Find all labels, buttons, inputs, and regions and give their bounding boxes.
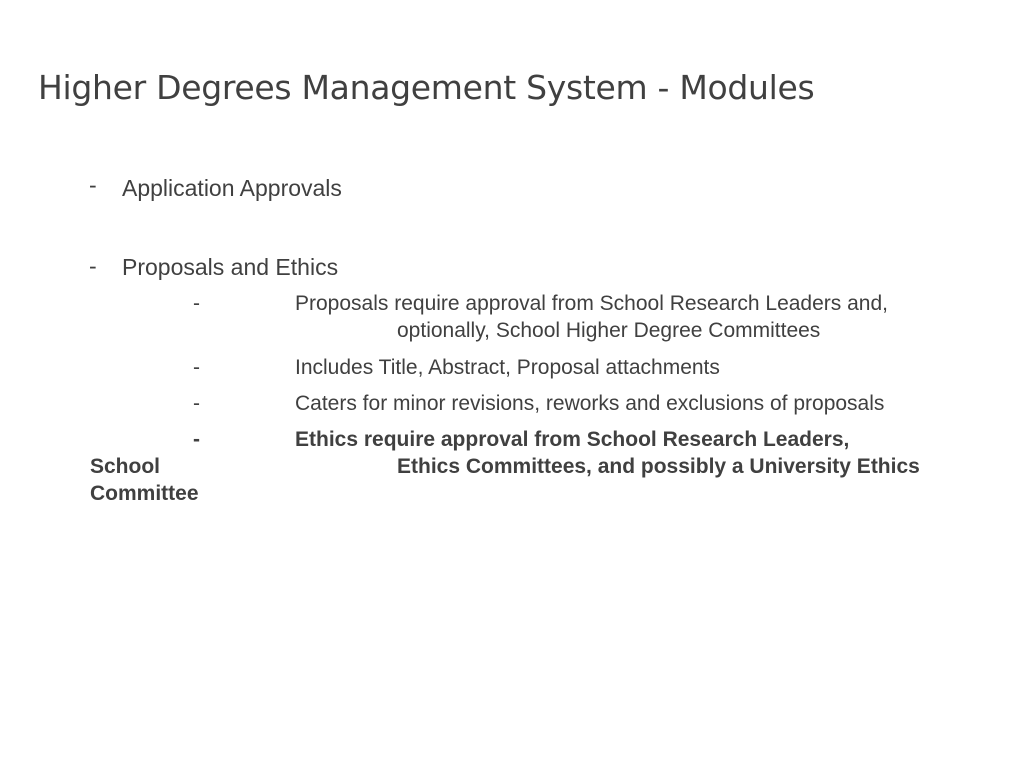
- sub-bullet-marker: -: [193, 292, 200, 315]
- sub-item-ethics-wrap-right: Ethics Committees, and possibly a University Ethics: [397, 455, 920, 478]
- bullet-marker: -: [89, 172, 97, 198]
- bullet-marker: -: [89, 253, 97, 279]
- sub-bullet-marker: -: [193, 356, 200, 379]
- bullet-application-approvals: Application Approvals: [122, 175, 342, 201]
- sub-item-ethics-wrap-last: Committee: [90, 482, 199, 505]
- sub-item-caters: Caters for minor revisions, reworks and exclusions of proposals: [295, 392, 885, 415]
- sub-item-proposals-approval: Proposals require approval from School Research Leaders and,: [295, 292, 888, 315]
- sub-item-proposals-approval-cont: optionally, School Higher Degree Committees: [397, 319, 821, 342]
- sub-bullet-marker: -: [193, 428, 200, 451]
- sub-item-includes: Includes Title, Abstract, Proposal attachments: [295, 356, 720, 379]
- slide-title: Higher Degrees Management System - Modules: [38, 68, 815, 107]
- bullet-proposals-and-ethics: Proposals and Ethics: [122, 254, 339, 280]
- sub-item-ethics-wrap-left: School: [90, 455, 161, 478]
- sub-item-ethics: Ethics require approval from School Research Leaders,: [295, 428, 850, 451]
- sub-bullet-marker: -: [193, 392, 200, 415]
